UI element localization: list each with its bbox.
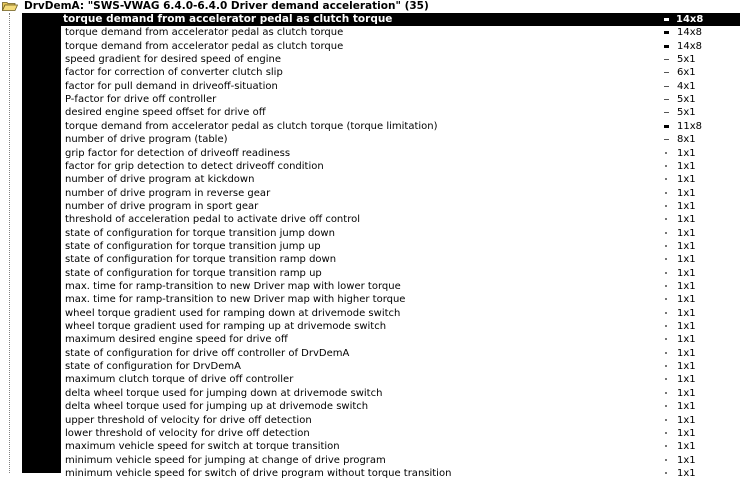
table-row[interactable] — [22, 373, 740, 386]
parameter-description: state of configuration for drive off controller of DrvDemA — [65, 347, 350, 359]
parameter-size: 1x1 — [677, 347, 696, 359]
parameter-description: state of configuration for torque transition jump up — [65, 240, 321, 252]
parameter-size: 1x1 — [677, 427, 696, 439]
scalar-icon — [665, 459, 667, 461]
parameter-description: state of configuration for DrvDemA — [65, 361, 241, 373]
table-row[interactable] — [22, 173, 740, 186]
table-row[interactable] — [22, 40, 740, 53]
parameter-size: 1x1 — [677, 174, 696, 186]
table-row[interactable] — [22, 440, 740, 453]
parameter-description: threshold of acceleration pedal to activate drive off control — [65, 214, 360, 226]
parameter-size: 8x1 — [677, 134, 696, 146]
parameter-description: maximum clutch torque of drive off controller — [65, 374, 294, 386]
parameter-description: delta wheel torque used for jumping down at drivemode switch — [65, 387, 383, 399]
parameter-size: 1x1 — [677, 281, 696, 292]
map-icon — [664, 18, 669, 21]
table-row[interactable] — [22, 213, 740, 226]
parameter-size: 1x1 — [677, 441, 696, 453]
scalar-icon — [665, 392, 667, 394]
parameter-size: 1x1 — [677, 387, 696, 399]
curve-icon — [664, 59, 669, 60]
parameter-description: desired engine speed offset for drive off — [65, 107, 266, 119]
parameter-size: 4x1 — [677, 80, 696, 92]
parameter-description: max. time for ramp-transition to new Driver map with higher torque — [65, 294, 406, 306]
table-row[interactable] — [22, 120, 740, 133]
parameter-size: 1x1 — [677, 214, 696, 226]
parameter-size: 14x8 — [677, 27, 703, 39]
parameter-description: upper threshold of velocity for drive off detection — [65, 414, 312, 426]
table-row[interactable] — [22, 160, 740, 173]
parameter-description: minimum vehicle speed for jumping at change of drive program — [65, 454, 386, 466]
parameter-size: 1x1 — [677, 414, 696, 426]
parameter-description: torque demand from accelerator pedal as clutch torque — [65, 40, 344, 52]
table-row[interactable] — [22, 53, 740, 66]
map-icon — [664, 31, 669, 34]
table-row[interactable] — [22, 227, 740, 240]
scalar-icon — [665, 165, 667, 167]
table-row[interactable] — [22, 240, 740, 253]
parameter-size: 1x1 — [677, 200, 696, 212]
parameter-size: 1x1 — [677, 361, 696, 373]
parameter-description: factor for pull demand in driveoff-situation — [65, 80, 278, 92]
table-row[interactable] — [22, 13, 740, 26]
table-row[interactable] — [22, 427, 740, 440]
parameter-size: 1x1 — [677, 254, 696, 266]
parameter-description: P-factor for drive off controller — [65, 94, 217, 106]
parameter-size: 5x1 — [677, 107, 696, 119]
scalar-icon — [665, 205, 667, 207]
scalar-icon — [665, 218, 667, 220]
parameter-size: 1x1 — [677, 160, 696, 172]
table-row[interactable] — [22, 267, 740, 280]
table-row[interactable] — [22, 387, 740, 400]
table-row[interactable] — [22, 347, 740, 360]
parameter-size: 1x1 — [677, 267, 696, 279]
scalar-icon — [665, 419, 667, 421]
table-row[interactable] — [22, 333, 740, 346]
scalar-icon — [665, 325, 667, 327]
scalar-icon — [665, 178, 667, 180]
table-row[interactable] — [22, 93, 740, 106]
parameter-size: 6x1 — [677, 67, 696, 79]
scalar-icon — [665, 258, 667, 260]
parameter-description: maximum vehicle speed for switch at torque transition — [65, 441, 340, 453]
table-row[interactable] — [22, 200, 740, 213]
scalar-icon — [665, 365, 667, 367]
module-title: DrvDemA: "SWS-VWAG 6.4.0-6.4.0 Driver demand acceleration" (35) — [24, 0, 429, 12]
table-row[interactable] — [22, 467, 740, 480]
table-row[interactable] — [22, 106, 740, 119]
parameter-size: 1x1 — [677, 240, 696, 252]
parameter-description: delta wheel torque used for jumping up at drivemode switch — [65, 401, 369, 413]
parameter-size: 1x1 — [677, 294, 696, 306]
parameter-size: 1x1 — [677, 147, 696, 159]
curve-icon — [664, 99, 669, 100]
parameter-description: wheel torque gradient used for ramping up at drivemode switch — [65, 321, 387, 333]
parameter-description: minimum vehicle speed for switch of drive program without torque transition — [65, 467, 452, 479]
parameter-size: 5x1 — [677, 94, 696, 106]
parameter-size: 1x1 — [677, 334, 696, 346]
parameter-description: number of drive program in reverse gear — [65, 187, 271, 199]
tree-connector-line — [9, 13, 10, 473]
parameter-description: torque demand from accelerator pedal as clutch torque — [65, 27, 344, 39]
parameter-description: state of configuration for torque transition ramp up — [65, 267, 322, 279]
parameter-description: state of configuration for torque transition jump down — [65, 227, 335, 239]
parameter-size: 14x8 — [677, 40, 703, 52]
scalar-icon — [665, 245, 667, 247]
table-row[interactable] — [22, 133, 740, 146]
scalar-icon — [665, 232, 667, 234]
folder-open-icon — [2, 1, 18, 11]
curve-icon — [664, 139, 669, 140]
scalar-icon — [665, 298, 667, 300]
parameter-description: number of drive program at kickdown — [65, 174, 255, 186]
parameter-size: 1x1 — [677, 227, 696, 239]
scalar-icon — [665, 312, 667, 314]
parameter-description: speed gradient for desired speed of engine — [65, 54, 281, 66]
scalar-icon — [665, 432, 667, 434]
table-row[interactable] — [22, 253, 740, 266]
scalar-icon — [665, 192, 667, 194]
parameter-size: 1x1 — [677, 187, 696, 199]
curve-icon — [664, 112, 669, 113]
parameter-size: 11x8 — [677, 120, 703, 132]
parameter-description: number of drive program (table) — [65, 134, 228, 146]
parameter-description: max. time for ramp-transition to new Driver map with lower torque — [65, 281, 401, 292]
table-row[interactable] — [22, 26, 740, 39]
parameter-description: state of configuration for torque transition ramp down — [65, 254, 337, 266]
scalar-icon — [665, 272, 667, 274]
parameter-description: factor for grip detection to detect driveoff condition — [65, 160, 324, 172]
table-row[interactable] — [22, 320, 740, 333]
curve-icon — [664, 86, 669, 87]
parameter-description: torque demand from accelerator pedal as clutch torque — [63, 13, 393, 25]
scalar-icon — [665, 285, 667, 287]
map-icon — [664, 45, 669, 48]
table-row[interactable] — [22, 414, 740, 427]
parameter-description: lower threshold of velocity for drive off detection — [65, 427, 310, 439]
map-icon — [664, 125, 669, 128]
parameter-description: maximum desired engine speed for drive off — [65, 334, 288, 346]
parameter-size: 1x1 — [677, 321, 696, 333]
parameter-size: 1x1 — [677, 307, 696, 319]
parameter-description: factor for correction of converter clutch slip — [65, 67, 283, 79]
parameter-size: 1x1 — [677, 401, 696, 413]
table-row[interactable] — [22, 293, 740, 306]
parameter-description: grip factor for detection of driveoff readiness — [65, 147, 291, 159]
scalar-icon — [665, 445, 667, 447]
table-row[interactable] — [22, 147, 740, 160]
table-row[interactable] — [22, 280, 740, 293]
table-row[interactable] — [22, 360, 740, 373]
table-row[interactable] — [22, 66, 740, 79]
parameter-description: wheel torque gradient used for ramping down at drivemode switch — [65, 307, 401, 319]
table-row[interactable] — [22, 80, 740, 93]
curve-icon — [664, 72, 669, 73]
table-row[interactable] — [22, 187, 740, 200]
tree-header[interactable] — [0, 0, 740, 13]
table-row[interactable] — [22, 454, 740, 467]
parameter-size: 1x1 — [677, 467, 696, 479]
scalar-icon — [665, 338, 667, 340]
scalar-icon — [665, 378, 667, 380]
parameter-size: 1x1 — [677, 374, 696, 386]
parameter-size: 14x8 — [676, 14, 704, 25]
scalar-icon — [665, 152, 667, 154]
scalar-icon — [665, 352, 667, 354]
parameter-size: 5x1 — [677, 54, 696, 66]
scalar-icon — [665, 405, 667, 407]
parameter-size: 1x1 — [677, 454, 696, 466]
parameter-description: number of drive program in sport gear — [65, 200, 259, 212]
table-row[interactable] — [22, 307, 740, 320]
parameter-description: torque demand from accelerator pedal as clutch torque (torque limitation) — [65, 120, 438, 132]
table-row[interactable] — [22, 400, 740, 413]
